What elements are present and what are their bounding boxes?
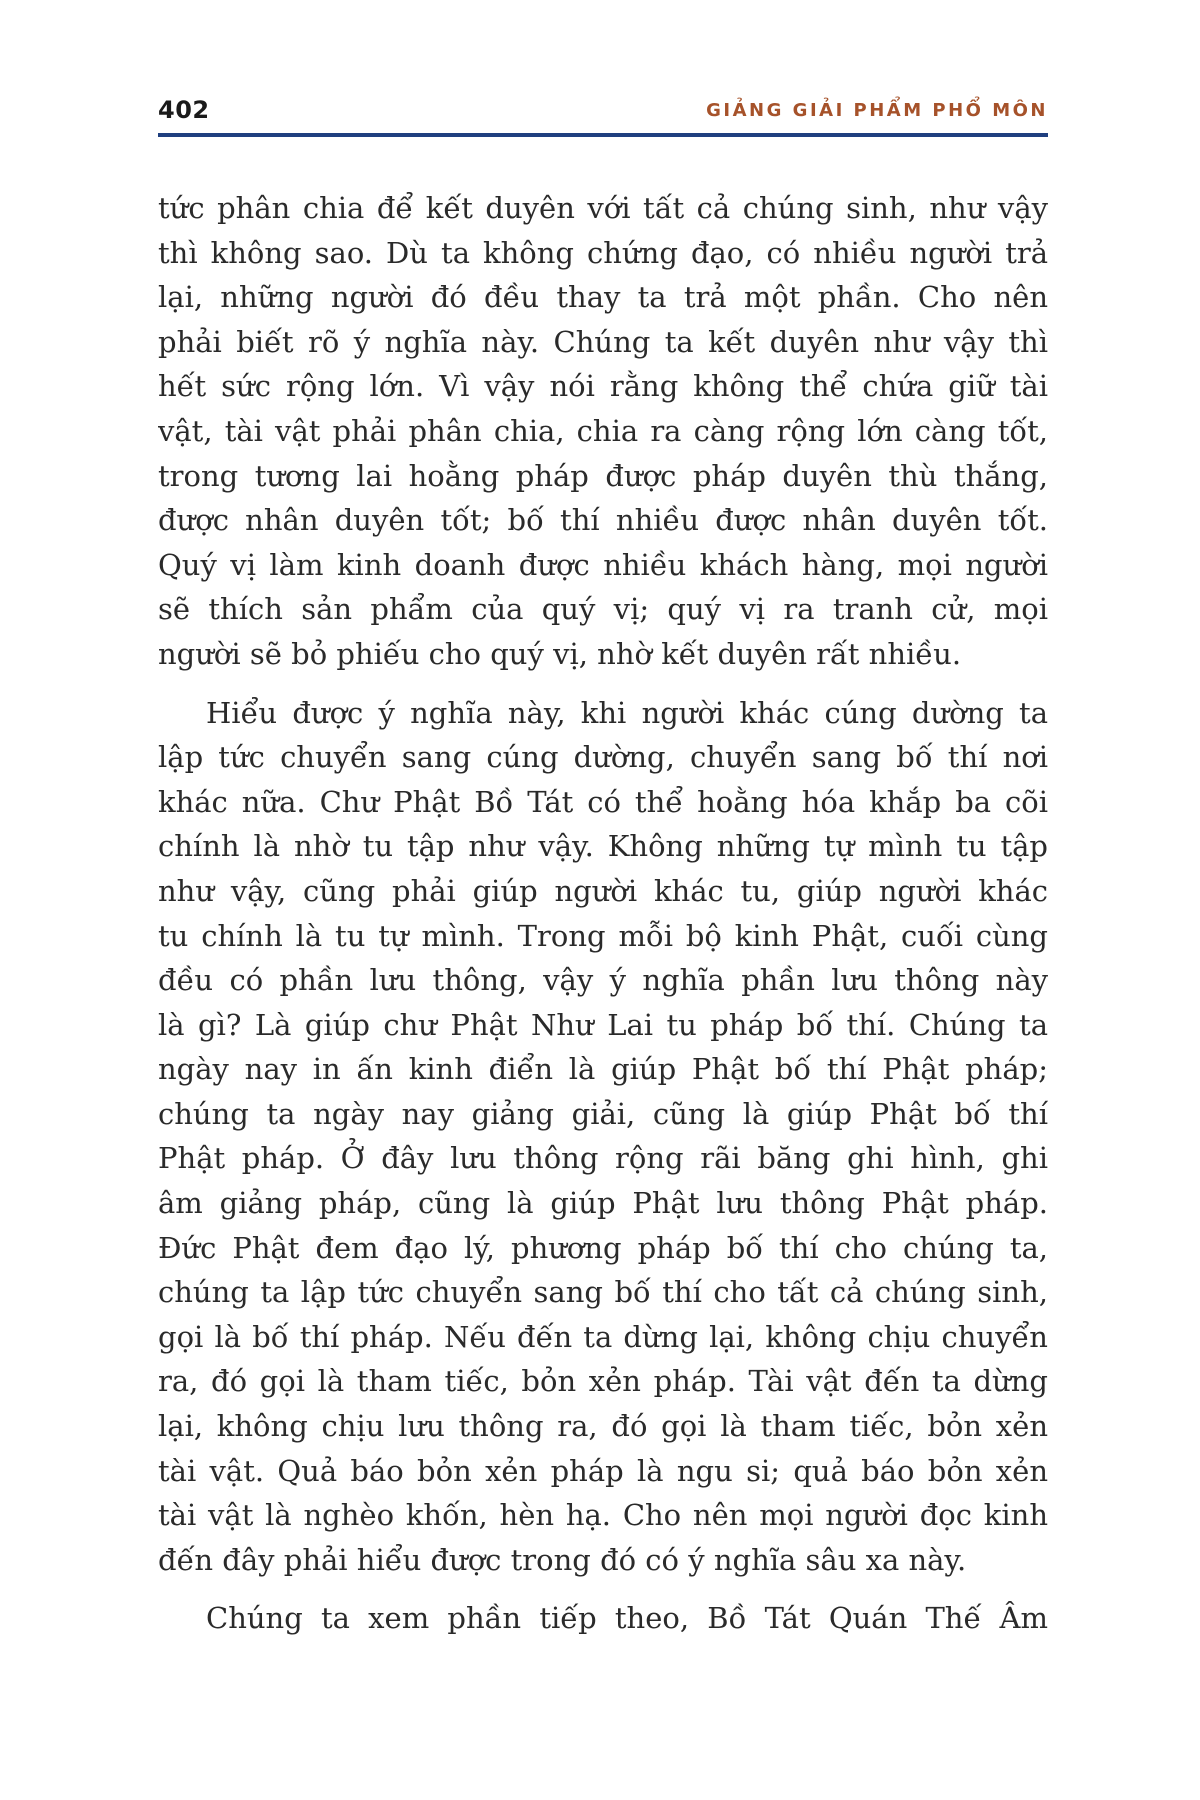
running-title: GIẢNG GIẢI PHẨM PHỔ MÔN xyxy=(706,100,1048,121)
text-line: tu chính là tu tự mình. Trong mỗi bộ kinh Phật, cuối cùng xyxy=(158,918,1048,953)
text-line: Phật pháp. Ở đây lưu thông rộng rãi băng ghi hình, ghi xyxy=(158,1141,1048,1176)
page-number: 402 xyxy=(158,96,210,124)
text-line: thì không sao. Dù ta không chứng đạo, có nhiều người trả xyxy=(158,235,1048,270)
text-line: trong tương lai hoằng pháp được pháp duyên thù thắng, xyxy=(158,458,1048,493)
text-line: gọi là bố thí pháp. Nếu đến ta dừng lại, không chịu chuyển xyxy=(158,1319,1048,1354)
text-line: Quý vị làm kinh doanh được nhiều khách hàng, mọi người xyxy=(158,547,1048,582)
text-line: âm giảng pháp, cũng là giúp Phật lưu thông Phật pháp. xyxy=(158,1186,1048,1221)
header-divider xyxy=(158,133,1048,137)
text-line: Chúng ta xem phần tiếp theo, Bồ Tát Quán Thế Âm xyxy=(206,1601,1048,1636)
paragraph-gap xyxy=(158,1582,1048,1596)
text-line: vật, tài vật phải phân chia, chia ra càng rộng lớn càng tốt, xyxy=(158,413,1048,448)
text-line: tài vật là nghèo khốn, hèn hạ. Cho nên mọi người đọc kinh xyxy=(158,1498,1048,1533)
text-line: chúng ta ngày nay giảng giải, cũng là giúp Phật bố thí xyxy=(158,1096,1048,1131)
text-line: chính là nhờ tu tập như vậy. Không những tự mình tu tập xyxy=(158,829,1048,864)
text-line: lập tức chuyển sang cúng dường, chuyển sang bố thí nơi xyxy=(158,740,1048,775)
text-line: Hiểu được ý nghĩa này, khi người khác cúng dường ta xyxy=(206,695,1048,730)
paragraph-3 xyxy=(158,1596,1048,1641)
text-line: là gì? Là giúp chư Phật Như Lai tu pháp bố thí. Chúng ta xyxy=(158,1007,1048,1042)
text-line: Đức Phật đem đạo lý, phương pháp bố thí cho chúng ta, xyxy=(158,1230,1048,1265)
text-line: như vậy, cũng phải giúp người khác tu, giúp người khác xyxy=(158,873,1048,908)
paragraph-1 xyxy=(158,186,1048,677)
text-line: người sẽ bỏ phiếu cho quý vị, nhờ kết duyên rất nhiều. xyxy=(158,636,962,671)
text-line: ngày nay in ấn kinh điển là giúp Phật bố thí Phật pháp; xyxy=(158,1052,1048,1087)
text-line: được nhân duyên tốt; bố thí nhiều được nhân duyên tốt. xyxy=(158,503,1048,538)
text-line: lại, không chịu lưu thông ra, đó gọi là tham tiếc, bỏn xẻn xyxy=(158,1409,1048,1444)
text-line: đến đây phải hiểu được trong đó có ý nghĩa sâu xa này. xyxy=(158,1542,967,1577)
text-line: ra, đó gọi là tham tiếc, bỏn xẻn pháp. Tài vật đến ta dừng xyxy=(158,1364,1048,1399)
paragraph-gap xyxy=(158,677,1048,691)
text-line: lại, những người đó đều thay ta trả một phần. Cho nên xyxy=(158,280,1048,315)
text-line: đều có phần lưu thông, vậy ý nghĩa phần lưu thông này xyxy=(158,963,1048,998)
page-header xyxy=(158,96,1048,136)
text-line: sẽ thích sản phẩm của quý vị; quý vị ra tranh cử, mọi xyxy=(158,592,1048,627)
text-line: chúng ta lập tức chuyển sang bố thí cho tất cả chúng sinh, xyxy=(158,1275,1048,1310)
text-line: khác nữa. Chư Phật Bồ Tát có thể hoằng hóa khắp ba cõi xyxy=(158,784,1048,819)
body-text xyxy=(158,186,1048,1641)
text-line: phải biết rõ ý nghĩa này. Chúng ta kết duyên như vậy thì xyxy=(158,324,1048,359)
text-line: tức phân chia để kết duyên với tất cả chúng sinh, như vậy xyxy=(158,191,1048,225)
text-line: hết sức rộng lớn. Vì vậy nói rằng không thể chứa giữ tài xyxy=(158,369,1048,404)
paragraph-2 xyxy=(158,691,1048,1583)
text-line: tài vật. Quả báo bỏn xẻn pháp là ngu si; quả báo bỏn xẻn xyxy=(158,1453,1048,1488)
